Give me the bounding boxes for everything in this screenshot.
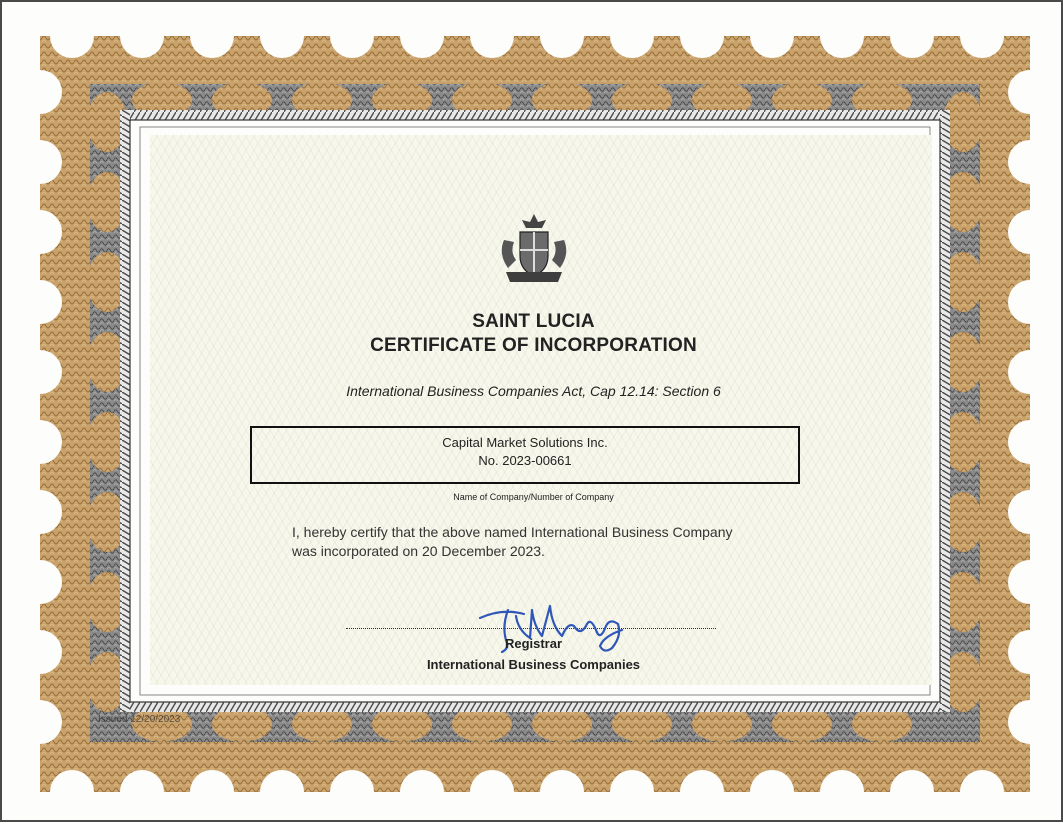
certificate-title: CERTIFICATE OF INCORPORATION xyxy=(370,335,697,356)
certification-line-2: was incorporated on 20 December 2023. xyxy=(292,543,545,559)
certification-line-1: I, hereby certify that the above named International Business Company xyxy=(292,524,733,540)
issued-stamp: Issued 12/20/2023 xyxy=(98,714,181,725)
coat-of-arms-icon xyxy=(494,210,574,288)
registrar-title: Registrar xyxy=(504,636,563,651)
company-number: No. 2023-00661 xyxy=(478,453,572,468)
act-reference: International Business Companies Act, Cap 12.14: Section 6 xyxy=(346,383,721,399)
certification-statement xyxy=(292,523,812,561)
company-name-label: Name of Company/Number of Company xyxy=(453,492,614,502)
company-name: Capital Market Solutions Inc. xyxy=(442,435,608,450)
country-heading: SAINT LUCIA xyxy=(472,311,595,332)
company-name-box xyxy=(250,426,800,484)
registrar-office: International Business Companies xyxy=(426,657,641,672)
